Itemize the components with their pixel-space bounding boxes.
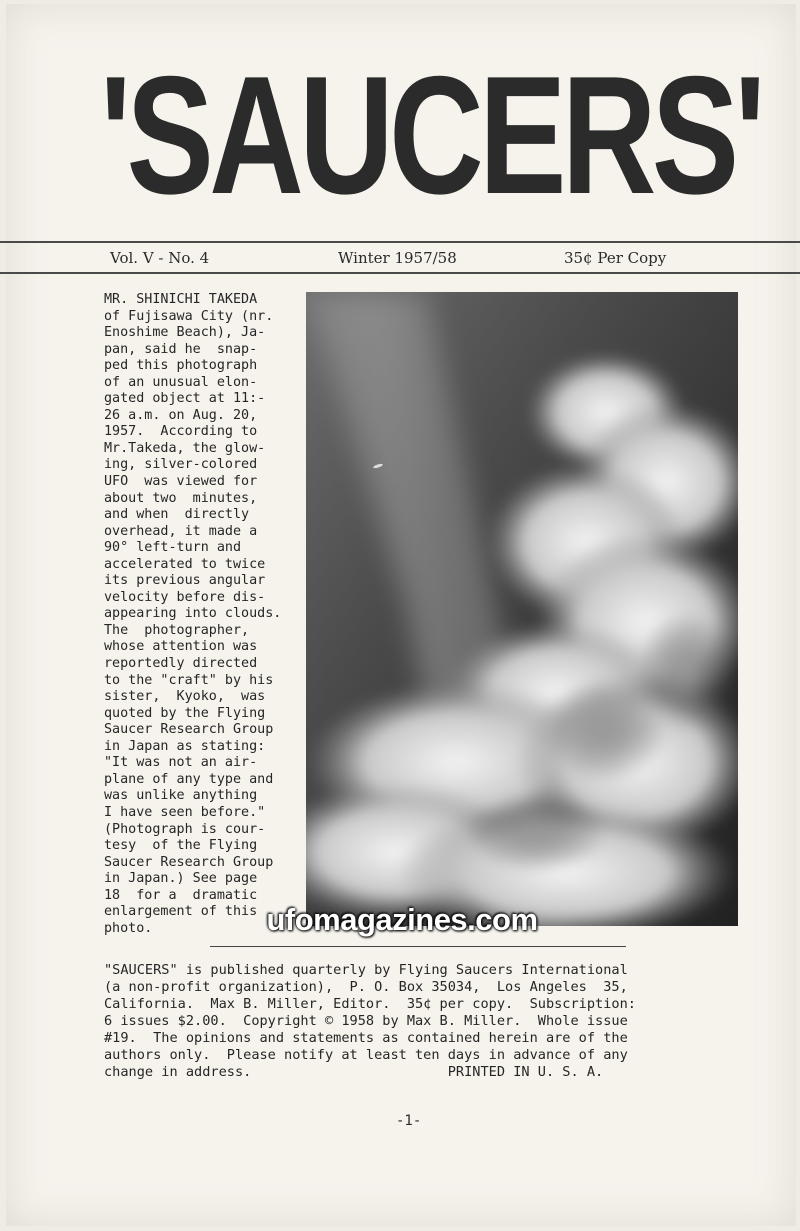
page-number: -1-	[396, 1113, 422, 1129]
caption-line: of an unusual elon-	[104, 374, 258, 390]
caption-line: MR. SHINICHI TAKEDA	[104, 292, 258, 307]
caption-line: Enoshime Beach), Ja-	[104, 325, 266, 341]
caption-line: photo.	[104, 920, 153, 936]
caption-line: plane of any type and	[104, 771, 274, 787]
caption-line: velocity before dis-	[104, 589, 266, 605]
caption-line: accelerated to twice	[104, 556, 266, 572]
ufo-cloud-photo	[306, 292, 738, 926]
issue-season: Winter 1957/58	[338, 249, 457, 267]
issue-volume: Vol. V - No. 4	[110, 249, 210, 267]
caption-line: enlargement of this	[104, 904, 258, 920]
caption-line: sister, Kyoko, was	[104, 689, 266, 705]
photo-caption	[104, 292, 294, 937]
caption-line: (Photograph is cour-	[104, 821, 266, 837]
colophon-divider	[210, 946, 626, 947]
caption-line: whose attention was	[104, 639, 258, 655]
colophon-line: California. Max B. Miller, Editor. 35¢ per copy. Subscription:	[104, 996, 636, 1012]
caption-line: UFO was viewed for	[104, 474, 258, 490]
caption-line: quoted by the Flying	[104, 705, 266, 721]
caption-line: overhead, it made a	[104, 523, 258, 539]
caption-line: in Japan.) See page	[104, 871, 258, 887]
caption-line: tesy of the Flying	[104, 838, 258, 854]
caption-line: and when directly	[104, 507, 250, 523]
colophon-line: (a non-profit organization), P. O. Box 35034, Los Angeles 35,	[104, 979, 628, 995]
caption-line: appearing into clouds.	[104, 606, 282, 622]
colophon-line: change in address. PRINTED IN U. S. A.	[104, 1064, 604, 1080]
caption-line: to the "craft" by his	[104, 672, 274, 688]
caption-line: 18 for a dramatic	[104, 887, 258, 903]
header-rule-top	[0, 241, 800, 243]
caption-line: in Japan as stating:	[104, 738, 266, 754]
caption-line: pan, said he snap-	[104, 341, 258, 357]
issue-price: 35¢ Per Copy	[564, 249, 667, 267]
caption-line: gated object at 11:-	[104, 391, 266, 407]
caption-line: Mr.Takeda, the glow-	[104, 440, 266, 456]
caption-line: ped this photograph	[104, 358, 258, 374]
caption-line: 1957. According to	[104, 424, 258, 440]
caption-line: The photographer,	[104, 622, 250, 638]
caption-line: 90° left-turn and	[104, 540, 242, 556]
caption-line: Saucer Research Group	[104, 722, 274, 738]
caption-line: of Fujisawa City (nr.	[104, 308, 274, 324]
caption-line: its previous angular	[104, 573, 266, 589]
colophon-line: #19. The opinions and statements as contained herein are of the	[104, 1030, 628, 1046]
masthead-title: 'SAUCERS'	[100, 41, 761, 229]
caption-line: 26 a.m. on Aug. 20,	[104, 407, 258, 423]
caption-line: Saucer Research Group	[104, 854, 274, 870]
caption-line: reportedly directed	[104, 656, 258, 672]
header-rule-bottom	[0, 272, 800, 274]
cloud-photo-image	[306, 292, 738, 926]
caption-line: about two minutes,	[104, 490, 258, 506]
caption-line: was unlike anything	[104, 788, 258, 804]
caption-line: ing, silver-colored	[104, 457, 258, 473]
caption-line: "It was not an air-	[104, 755, 258, 771]
watermark-text: ufomagazines.com	[266, 902, 538, 937]
colophon-line: 6 issues $2.00. Copyright © 1958 by Max B. Miller. Whole issue	[104, 1013, 628, 1029]
colophon-line: authors only. Please notify at least ten days in advance of any	[104, 1047, 628, 1063]
colophon	[104, 962, 744, 1081]
caption-line: I have seen before."	[104, 804, 266, 820]
colophon-line: "SAUCERS" is published quarterly by Flying Saucers International	[104, 962, 628, 978]
